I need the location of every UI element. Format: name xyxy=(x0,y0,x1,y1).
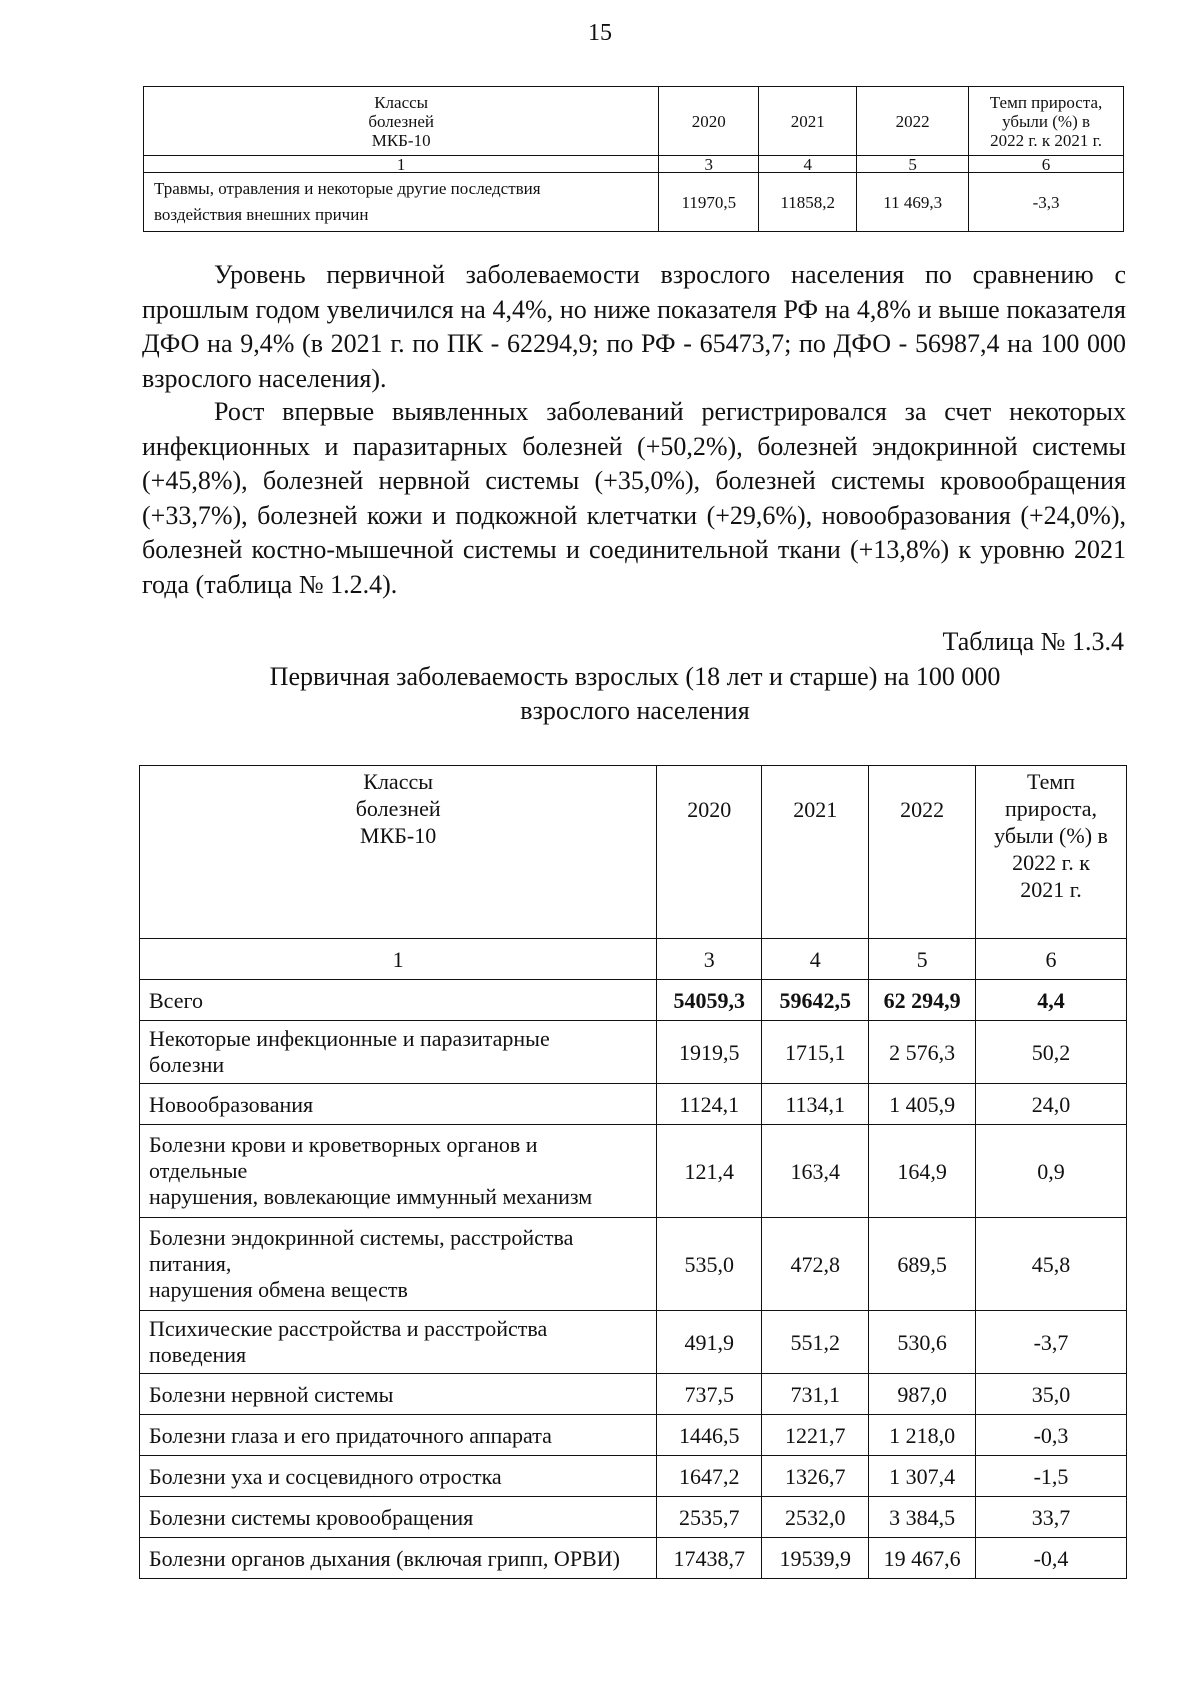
value-2021: 19539,9 xyxy=(762,1538,869,1579)
value-rate: -0,3 xyxy=(976,1415,1127,1456)
table-row xyxy=(140,1084,1127,1125)
value-2020: 1647,2 xyxy=(657,1456,762,1497)
value-rate: 50,2 xyxy=(976,1021,1127,1084)
value-2022: 62 294,9 xyxy=(869,980,976,1021)
row-name: Болезни уха и сосцевидного отростка xyxy=(140,1456,657,1497)
value-rate: 45,8 xyxy=(976,1218,1127,1311)
value-2022: 11 469,3 xyxy=(857,173,969,232)
table-row xyxy=(144,173,1124,232)
t2-header-2020: 2020 xyxy=(657,766,762,939)
table-title: Первичная заболеваемость взрослых (18 лет и старше) на 100 000 взрослого населения xyxy=(269,662,1001,725)
t2-header-2021: 2021 xyxy=(762,766,869,939)
value-2022: 1 307,4 xyxy=(869,1456,976,1497)
value-2022: 987,0 xyxy=(869,1374,976,1415)
value-rate: -0,4 xyxy=(976,1538,1127,1579)
value-2020: 1446,5 xyxy=(657,1415,762,1456)
t2-header-2022: 2022 xyxy=(869,766,976,939)
value-2020: 491,9 xyxy=(657,1311,762,1374)
value-rate: -1,5 xyxy=(976,1456,1127,1497)
table-row xyxy=(140,1538,1127,1579)
table-row xyxy=(140,1311,1127,1374)
value-2022: 164,9 xyxy=(869,1125,976,1218)
t2-index-cell: 6 xyxy=(976,939,1127,980)
table-row xyxy=(140,1374,1127,1415)
t1-index-cell: 5 xyxy=(857,156,969,173)
value-2020: 2535,7 xyxy=(657,1497,762,1538)
row-name: Болезни нервной системы xyxy=(140,1374,657,1415)
table-row xyxy=(140,1125,1127,1218)
value-2022: 3 384,5 xyxy=(869,1497,976,1538)
value-2022: 19 467,6 xyxy=(869,1538,976,1579)
value-rate: 33,7 xyxy=(976,1497,1127,1538)
row-name: Болезни системы кровообращения xyxy=(140,1497,657,1538)
t1-header-class: Классы болезней МКБ-10 xyxy=(144,87,659,156)
value-rate: 24,0 xyxy=(976,1084,1127,1125)
row-name: Новообразования xyxy=(140,1084,657,1125)
value-2021: 731,1 xyxy=(762,1374,869,1415)
t1-index-cell: 4 xyxy=(759,156,857,173)
value-2021: 1715,1 xyxy=(762,1021,869,1084)
value-2021: 1221,7 xyxy=(762,1415,869,1456)
table-row xyxy=(140,980,1127,1021)
value-2022: 1 405,9 xyxy=(869,1084,976,1125)
t2-index-cell: 1 xyxy=(140,939,657,980)
row-name: Болезни глаза и его придаточного аппарата xyxy=(140,1415,657,1456)
value-2021: 2532,0 xyxy=(762,1497,869,1538)
t1-header-2022: 2022 xyxy=(857,87,969,156)
value-rate: 0,9 xyxy=(976,1125,1127,1218)
table-label: Таблица № 1.3.4 xyxy=(942,627,1124,656)
t1-header-2020: 2020 xyxy=(659,87,759,156)
row-name: Травмы, отравления и некоторые другие последствия воздействия внешних причин xyxy=(144,173,659,232)
value-2022: 1 218,0 xyxy=(869,1415,976,1456)
row-name: Психические расстройства и расстройства поведения xyxy=(140,1311,657,1374)
value-2020: 1919,5 xyxy=(657,1021,762,1084)
value-2020: 737,5 xyxy=(657,1374,762,1415)
table-row xyxy=(140,1456,1127,1497)
value-2021: 1326,7 xyxy=(762,1456,869,1497)
table-row xyxy=(140,1415,1127,1456)
t2-header-class: Классы болезней МКБ-10 xyxy=(140,766,657,939)
value-rate: -3,3 xyxy=(969,173,1124,232)
value-2021: 551,2 xyxy=(762,1311,869,1374)
page-number: 15 xyxy=(588,20,612,46)
value-2022: 689,5 xyxy=(869,1218,976,1311)
value-2021: 472,8 xyxy=(762,1218,869,1311)
t2-header-rate: Темп прироста, убыли (%) в 2022 г. к 2021 г. xyxy=(976,766,1127,939)
value-rate: 4,4 xyxy=(976,980,1127,1021)
t2-index-cell: 5 xyxy=(869,939,976,980)
table-row xyxy=(140,1497,1127,1538)
t1-index-cell: 3 xyxy=(659,156,759,173)
t2-index-cell: 3 xyxy=(657,939,762,980)
table-continuation xyxy=(143,86,1124,232)
t2-index-cell: 4 xyxy=(762,939,869,980)
row-name: Болезни эндокринной системы, расстройства питания, нарушения обмена веществ xyxy=(140,1218,657,1311)
value-2021: 59642,5 xyxy=(762,980,869,1021)
value-2020: 54059,3 xyxy=(657,980,762,1021)
value-2020: 535,0 xyxy=(657,1218,762,1311)
paragraph-1: Уровень первичной заболеваемости взрослого населения по сравнению с прошлым годом увеличился на 4,4%, но ниже показателя РФ на 4,8% и выше показателя ДФО на 9,4% (в 2021 г. по ПК - 62294,9; по РФ - 65473,7; по ДФО - 56987,4 на 100 000 взрослого населения). xyxy=(142,260,1126,393)
value-2021: 1134,1 xyxy=(762,1084,869,1125)
value-2021: 163,4 xyxy=(762,1125,869,1218)
value-2020: 1124,1 xyxy=(657,1084,762,1125)
row-name: Болезни органов дыхания (включая грипп, ОРВИ) xyxy=(140,1538,657,1579)
value-2022: 530,6 xyxy=(869,1311,976,1374)
value-2020: 17438,7 xyxy=(657,1538,762,1579)
morbidity-table xyxy=(139,765,1127,1579)
value-2020: 121,4 xyxy=(657,1125,762,1218)
row-name: Болезни крови и кроветворных органов и отдельные нарушения, вовлекающие иммунный механизм xyxy=(140,1125,657,1218)
table-row xyxy=(140,1218,1127,1311)
table-row xyxy=(140,1021,1127,1084)
t1-header-rate: Темп прироста, убыли (%) в 2022 г. к 2021 г. xyxy=(969,87,1124,156)
value-2022: 2 576,3 xyxy=(869,1021,976,1084)
row-name: Всего xyxy=(140,980,657,1021)
value-rate: -3,7 xyxy=(976,1311,1127,1374)
value-rate: 35,0 xyxy=(976,1374,1127,1415)
paragraph-2: Рост впервые выявленных заболеваний регистрировался за счет некоторых инфекционных и паразитарных болезней (+50,2%), болезней эндокринной системы (+45,8%), болезней нервной системы (+35,0%), болезней системы кровообращения (+33,7%), болезней кожи и подкожной клетчатки (+29,6%), новообразования (+24,0%), болезней костно-мышечной системы и соединительной ткани (+13,8%) к уровню 2021 года (таблица № 1.2.4). xyxy=(142,397,1126,599)
t1-header-2021: 2021 xyxy=(759,87,857,156)
t1-index-cell: 1 xyxy=(144,156,659,173)
row-name: Некоторые инфекционные и паразитарные болезни xyxy=(140,1021,657,1084)
value-2020: 11970,5 xyxy=(659,173,759,232)
t1-index-cell: 6 xyxy=(969,156,1124,173)
value-2021: 11858,2 xyxy=(759,173,857,232)
